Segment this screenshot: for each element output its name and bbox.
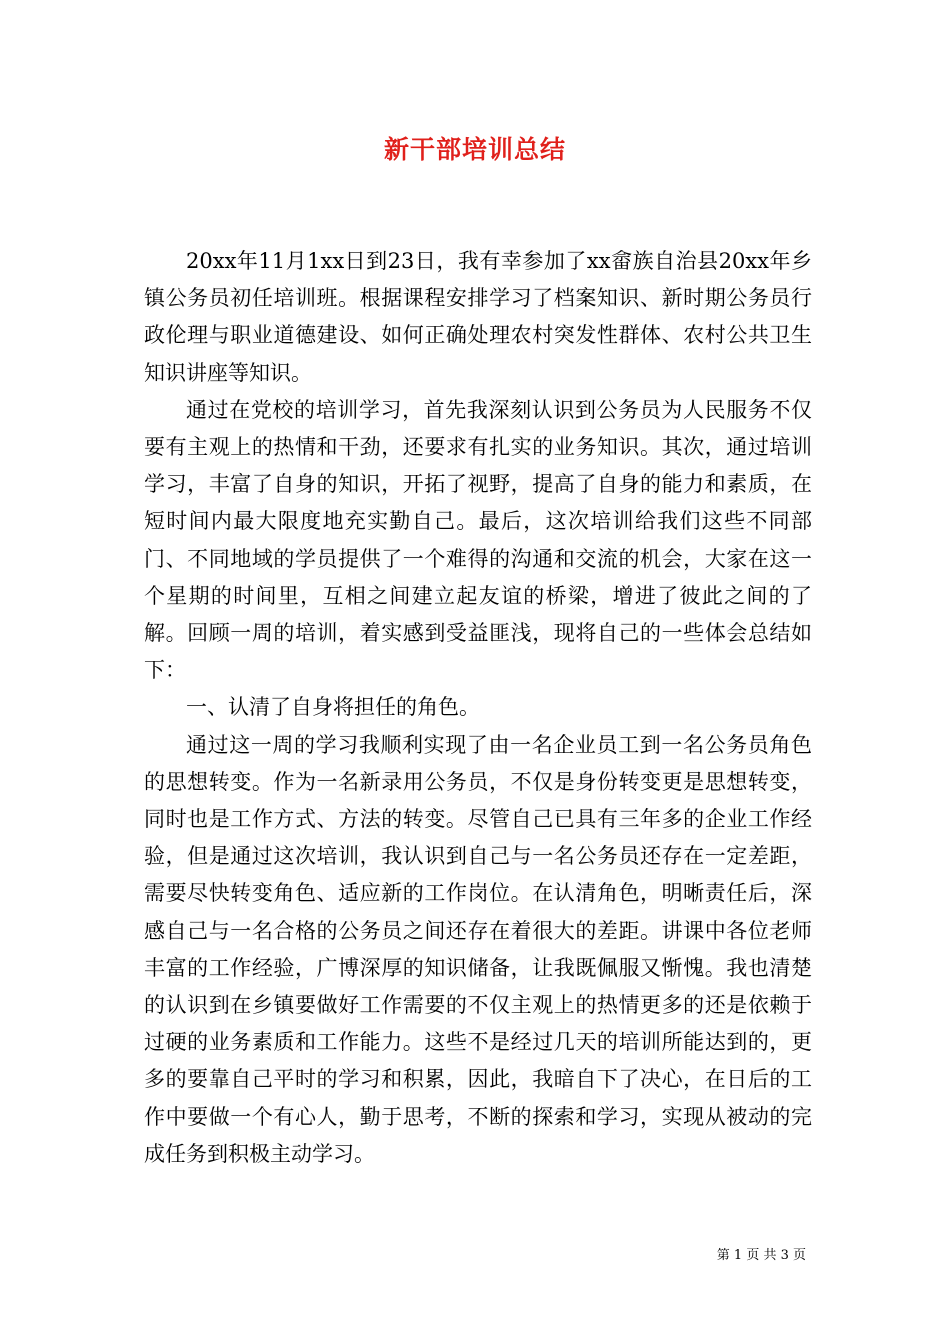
document-body [144,243,812,1173]
paragraph-intro: 20xx年11月1xx日到23日，我有幸参加了xx畲族自治县20xx年乡镇公务员初任培训班。根据课程安排学习了档案知识、新时期公务员行政伦理与职业道德建设、如何正确处理农村突发性群体、农村公共卫生知识讲座等知识。 [144,249,812,385]
paragraph-role: 通过这一周的学习我顺利实现了由一名企业员工到一名公务员角色的思想转变。作为一名新录用公务员，不仅是身份转变更是思想转变，同时也是工作方式、方法的转变。尽管自己已具有三年多的企业工作经验，但是通过这次培训，我认识到自己与一名公务员还存在一定差距，需要尽快转变角色、适应新的工作岗位。在认清角色，明晰责任后，深感自己与一名合格的公务员之间还存在着很大的差距。讲课中各位老师丰富的工作经验，广博深厚的知识储备，让我既佩服又惭愧。我也清楚的认识到在乡镇要做好工作需要的不仅主观上的热情更多的还是依赖于过硬的业务素质和工作能力。这些不是经过几天的培训所能达到的，更多的要靠自己平时的学习和积累，因此，我暗自下了决心，在日后的工作中要做一个有心人，勤于思考，不断的探索和学习，实现从被动的完成任务到积极主动学习。 [144,732,812,1166]
section-heading-1: 一、认清了自身将担任的角色。 [186,695,480,720]
page-number: 第 1 页 共 3 页 [716,1248,806,1263]
paragraph-gains: 通过在党校的培训学习，首先我深刻认识到公务员为人民服务不仅要有主观上的热情和干劲，还要求有扎实的业务知识。其次，通过培训学习，丰富了自身的知识，开拓了视野，提高了自身的能力和素质，在短时间内最大限度地充实勤自己。最后，这次培训给我们这些不同部门、不同地域的学员提供了一个难得的沟通和交流的机会，大家在这一个星期的时间里，互相之间建立起友谊的桥梁，增进了彼此之间的了解。回顾一周的培训，着实感到受益匪浅，现将自己的一些体会总结如下： [144,397,812,683]
document-title: 新干部培训总结 [383,135,566,164]
